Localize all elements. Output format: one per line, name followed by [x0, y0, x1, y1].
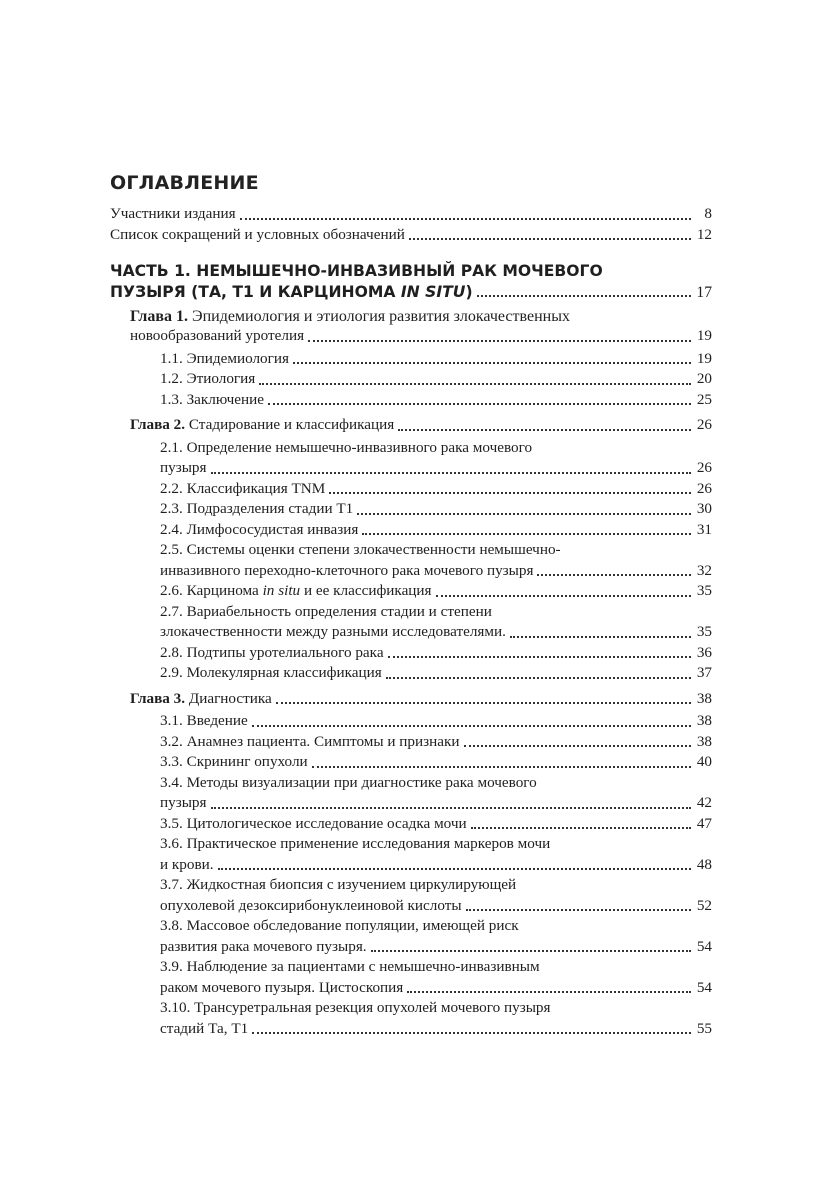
section-title-line1: 3.8. Массовое обследование популяции, имеющей риск: [160, 917, 519, 934]
chapter-title: Диагностика: [185, 689, 272, 707]
chapter-title: Стадирование и классификация: [185, 416, 395, 433]
leader-dots: [466, 908, 691, 911]
toc-section-1-3[interactable]: [110, 390, 712, 411]
toc-heading: ОГЛАВЛЕНИЕ: [110, 172, 259, 194]
page-number: 40: [696, 753, 712, 770]
chapter-label: Глава 2.: [130, 416, 186, 433]
section-title: 1.2. Этиология: [160, 370, 256, 387]
page-number: 36: [696, 643, 712, 661]
section-title-line1: 3.4. Методы визуализации при диагностике рака мочевого: [160, 773, 537, 791]
toc-section-3-10[interactable]: [110, 998, 712, 1039]
section-title: 2.2. Классификация TNM: [160, 479, 326, 497]
page-number: 31: [696, 520, 712, 538]
section-title-line2: раком мочевого пузыря. Цистоскопия: [160, 978, 404, 996]
section-title: 1.3. Заключение: [160, 390, 265, 408]
toc-section-2-2[interactable]: [110, 479, 712, 500]
section-title: 2.6. Карцинома in situ и ее классификация: [160, 582, 432, 599]
page-number: 54: [696, 978, 712, 996]
leader-dots: [329, 491, 691, 494]
page-number: 26: [696, 459, 712, 476]
section-title: 2.4. Лимфососудистая инвазия: [160, 520, 359, 538]
toc-section-1-1[interactable]: [110, 349, 712, 370]
toc-section-3-1[interactable]: [110, 711, 712, 732]
section-title-line1: 2.5. Системы оценки степени злокачественности немышечно-: [160, 541, 561, 558]
page-number: 19: [696, 349, 712, 367]
section-title-line2: инвазивного переходно-клеточного рака мочевого пузыря: [160, 561, 534, 579]
toc-section-2-6[interactable]: [110, 581, 712, 602]
leader-dots: [409, 237, 691, 240]
section-title-line1: 2.1. Определение немышечно-инвазивного рака мочевого: [160, 438, 533, 456]
leader-dots: [477, 294, 691, 297]
leader-dots: [436, 594, 691, 597]
chapter-label: Глава 1.: [130, 308, 188, 325]
page-number: 38: [696, 712, 712, 729]
chapter-label: Глава 3.: [130, 689, 186, 707]
leader-dots: [398, 428, 691, 431]
page-number: 19: [696, 327, 712, 344]
leader-dots: [386, 676, 691, 679]
leader-dots: [211, 806, 691, 809]
leader-dots: [211, 471, 691, 474]
toc-section-1-2[interactable]: [110, 369, 712, 390]
section-title-line1: 3.7. Жидкостная биопсия с изучением циркулирующей: [160, 876, 517, 893]
toc-section-2-4[interactable]: [110, 520, 712, 541]
leader-dots: [537, 573, 691, 576]
page-number: 12: [696, 225, 712, 243]
leader-dots: [510, 635, 691, 638]
toc-section-2-7[interactable]: [110, 602, 712, 643]
toc-section-2-3[interactable]: [110, 499, 712, 520]
toc-part-1[interactable]: [110, 261, 712, 303]
page-number: 26: [696, 479, 712, 497]
section-title-line2: развития рака мочевого пузыря.: [160, 937, 367, 955]
toc-entry-contributors[interactable]: [110, 204, 712, 225]
leader-dots: [276, 701, 691, 704]
section-title-line2: опухолевой дезоксирибонуклеиновой кислоты: [160, 896, 462, 914]
section-title-line1: 3.9. Наблюдение за пациентами с немышечно-инвазивным: [160, 958, 540, 975]
page-number: 32: [696, 561, 712, 579]
page-number: 30: [696, 500, 712, 517]
toc-section-3-4[interactable]: [110, 773, 712, 814]
leader-dots: [464, 744, 691, 747]
page-number: 20: [696, 370, 712, 387]
leader-dots: [371, 949, 691, 952]
toc-section-3-8[interactable]: [110, 916, 712, 957]
toc-entry-abbreviations[interactable]: [110, 225, 712, 246]
leader-dots: [218, 867, 691, 870]
page-number: 47: [696, 814, 712, 832]
section-title-line2: и крови.: [160, 855, 214, 873]
page-number: 54: [696, 937, 712, 955]
page-number: 55: [696, 1019, 712, 1037]
part-title-line1: ЧАСТЬ 1. НЕМЫШЕЧНО-ИНВАЗИВНЫЙ РАК МОЧЕВОГО: [110, 262, 603, 280]
toc-chapter-2[interactable]: [110, 415, 712, 436]
chapter-title-line1: Эпидемиология и этиология развития злокачественных: [188, 308, 570, 325]
toc-section-2-1[interactable]: [110, 438, 712, 479]
toc-chapter-1[interactable]: [110, 308, 712, 347]
toc-page: [110, 172, 712, 1039]
section-title-line2: стадий Та, Т1: [160, 1019, 249, 1037]
page-number: 25: [696, 390, 712, 408]
page-number: 42: [696, 794, 712, 811]
section-title: 1.1. Эпидемиология: [160, 349, 289, 367]
section-title-line2: пузыря: [160, 459, 207, 476]
toc-chapter-3[interactable]: [110, 689, 712, 710]
leader-dots: [293, 361, 691, 364]
leader-dots: [268, 402, 691, 405]
section-title-line1: 3.6. Практическое применение исследования маркеров мочи: [160, 835, 551, 852]
page-number: 35: [696, 623, 712, 640]
section-title: 3.1. Введение: [160, 712, 248, 729]
page-number: 52: [696, 896, 712, 914]
page-number: 38: [696, 689, 712, 707]
page-number: 48: [696, 855, 712, 873]
leader-dots: [388, 655, 691, 658]
toc-section-3-9[interactable]: [110, 957, 712, 998]
leader-dots: [240, 217, 691, 220]
section-title: 3.3. Скрининг опухоли: [160, 753, 308, 770]
leader-dots: [252, 1031, 691, 1034]
toc-section-3-6[interactable]: [110, 834, 712, 875]
leader-dots: [357, 512, 691, 515]
leader-dots: [407, 990, 691, 993]
toc-section-3-7[interactable]: [110, 875, 712, 916]
section-title-line1: 2.7. Вариабельность определения стадии и степени: [160, 602, 492, 620]
leader-dots: [312, 765, 691, 768]
section-title: 2.3. Подразделения стадии Т1: [160, 500, 354, 517]
chapter-title-line2: новообразований уротелия: [130, 327, 305, 344]
page-number: 37: [696, 664, 712, 681]
page-number: 38: [696, 732, 712, 750]
entry-title: Список сокращений и условных обозначений: [110, 225, 405, 243]
page-number: 17: [696, 284, 712, 301]
toc-section-2-9[interactable]: [110, 663, 712, 684]
toc-section-3-5[interactable]: [110, 814, 712, 835]
section-title: 2.9. Молекулярная классификация: [160, 664, 382, 681]
section-title-line1: 3.10. Трансуретральная резекция опухолей мочевого пузыря: [160, 999, 551, 1016]
section-title-line2: злокачественности между разными исследователями.: [160, 623, 506, 640]
toc-section-2-8[interactable]: [110, 643, 712, 664]
leader-dots: [259, 382, 691, 385]
leader-dots: [308, 339, 691, 342]
page-number: 35: [696, 582, 712, 599]
leader-dots: [471, 826, 691, 829]
leader-dots: [362, 532, 691, 535]
section-title-line2: пузыря: [160, 794, 207, 811]
leader-dots: [252, 724, 691, 727]
section-title: 3.5. Цитологическое исследование осадка мочи: [160, 814, 467, 832]
section-title: 3.2. Анамнез пациента. Симптомы и признаки: [160, 732, 460, 750]
entry-title: Участники издания: [110, 205, 236, 222]
page-number: 26: [696, 416, 712, 433]
toc-section-2-5[interactable]: [110, 540, 712, 581]
toc-section-3-3[interactable]: [110, 752, 712, 773]
part-title-line2: ПУЗЫРЯ (ТА, Т1 И КАРЦИНОМА IN SITU): [110, 283, 473, 301]
section-title: 2.8. Подтипы уротелиального рака: [160, 643, 384, 661]
page-number: 8: [704, 205, 712, 222]
toc-section-3-2[interactable]: [110, 732, 712, 753]
